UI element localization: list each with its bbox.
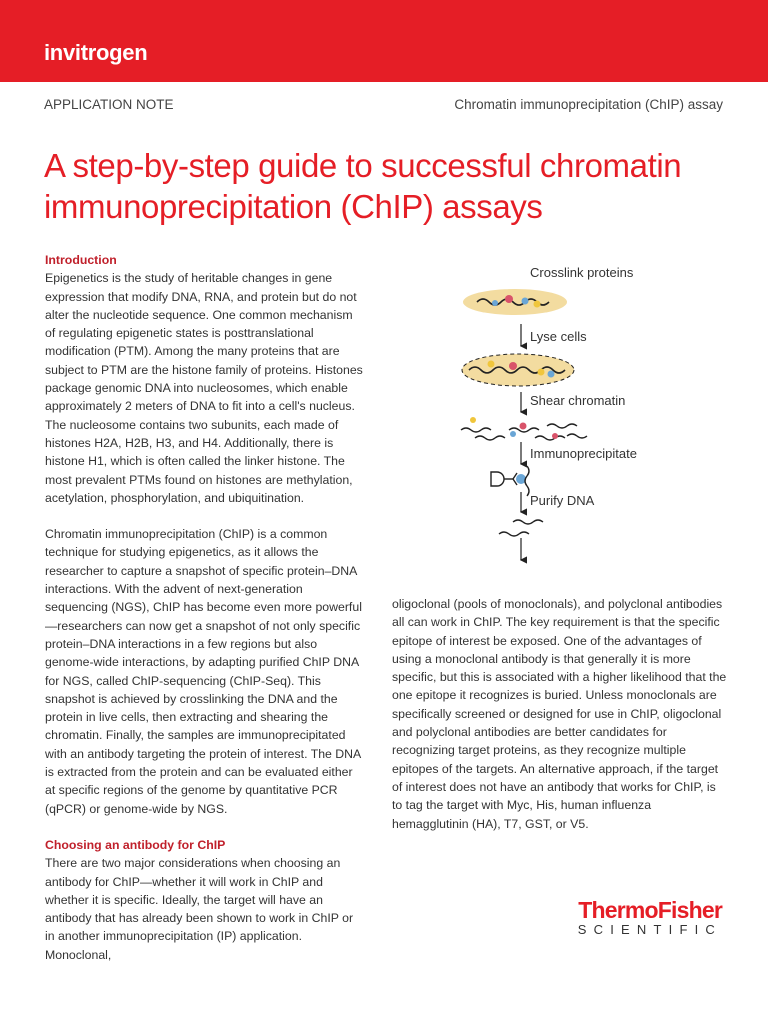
thermofisher-logo: ThermoFisher — [578, 897, 722, 923]
right-column — [392, 595, 727, 833]
application-note-label: APPLICATION NOTE — [44, 97, 174, 112]
crosslinked-cell-illustration — [463, 289, 567, 315]
step-label-shear: Shear chromatin — [530, 393, 626, 408]
invitrogen-logo: invitrogen — [44, 40, 148, 65]
scientific-logo-text: SCIENTIFIC — [577, 922, 722, 937]
antibody-heading: Choosing an antibody for ChIP — [45, 837, 226, 852]
sheared-chromatin-illustration — [461, 417, 587, 440]
header-bar — [0, 0, 768, 82]
step-label-crosslink: Crosslink proteins — [530, 265, 634, 280]
antibody-paragraph-part1: There are two major considerations when choosing an antibody for ChIP—whether it will work in ChIP and whether it is specific. Ideally, the target will have an antibody that has already been shown to work in ChIP or in another immunoprecipitation (IP) application. Monoclonal, — [45, 856, 354, 962]
introduction-heading: Introduction — [45, 253, 117, 267]
chip-workflow-diagram — [455, 258, 675, 570]
step-label-immunoprecipitate: Immunoprecipitate — [530, 446, 637, 461]
topic-label: Chromatin immunoprecipitation (ChIP) assay — [454, 97, 723, 112]
introduction-paragraph-2: Chromatin immunoprecipitation (ChIP) is a common technique for studying epigenetics, as it allows the researcher to capture a snapshot of specific protein–DNA interactions. With the advent of next-generation sequencing (NGS), ChIP has become even more powerful—researchers can now get a snapshot of not only specific protein–DNA interactions in a few regions but also genome-wide interactions, by adapting purified ChIP DNA for NGS, called ChIP-sequencing (ChIP-Seq). This snapshot is achieved by crosslinking the DNA and the protein in live cells, then extracting and shearing the chromatin. Finally, the samples are immunoprecipitated with an antibody targeting the protein of interest. The DNA is extracted from the protein and can be evaluated either at specific regions of the genome by quantitative PCR (qPCR) or genome-wide by NGS. — [45, 527, 362, 816]
step-label-lyse: Lyse cells — [530, 329, 587, 344]
introduction-paragraph-1: Epigenetics is the study of heritable changes in gene expression that modify DNA, RNA, and protein but do not alter the nucleotide sequence. One common mechanism of regulating epigenetic states is posttranslational modification (PTM). Among the many proteins that are subject to PTM are the histone family of proteins. Histones package genomic DNA into nucleosomes, which enable approximately 2 meters of DNA to fit into a cell's nucleus. The nucleosome contains two subunits, each made of histones H2A, H2B, H3, and H4. Additionally, there is histone H1, which is often called the linker histone. The most prevalent PTMs found on histones are methylation, acetylation, phosphorylation, and ubiquitination. — [45, 271, 363, 505]
step-label-purify: Purify DNA — [530, 493, 595, 508]
lysed-cell-illustration — [462, 354, 574, 386]
left-column — [45, 251, 363, 964]
purified-dna-illustration — [499, 520, 543, 536]
page-title: A step-by-step guide to successful chromatin immunoprecipitation (ChIP) assays — [44, 147, 682, 225]
immunoprecipitation-illustration — [491, 466, 529, 496]
antibody-paragraph-part2: oligoclonal (pools of monoclonals), and polyclonal antibodies all can work in ChIP. The key requirement is that the specific epitope of interest be exposed. One of the advantages of using a monoclonal antibody is that generally it is more specific, but this is associated with a higher likelihood that the one epitope it recognizes is buried. Unless monoclonals are specifically screened or designed for use in ChIP, oligoclonal and polyclonal antibodies are better candidates for recognizing target proteins, as they recognize multiple epitopes of the targets. An alternative approach, if the target of interest does not have an antibody that works for ChIP, is to tag the target with Myc, His, human influenza hemagglutinin (HA), T7, GST, or V5. — [392, 597, 727, 831]
